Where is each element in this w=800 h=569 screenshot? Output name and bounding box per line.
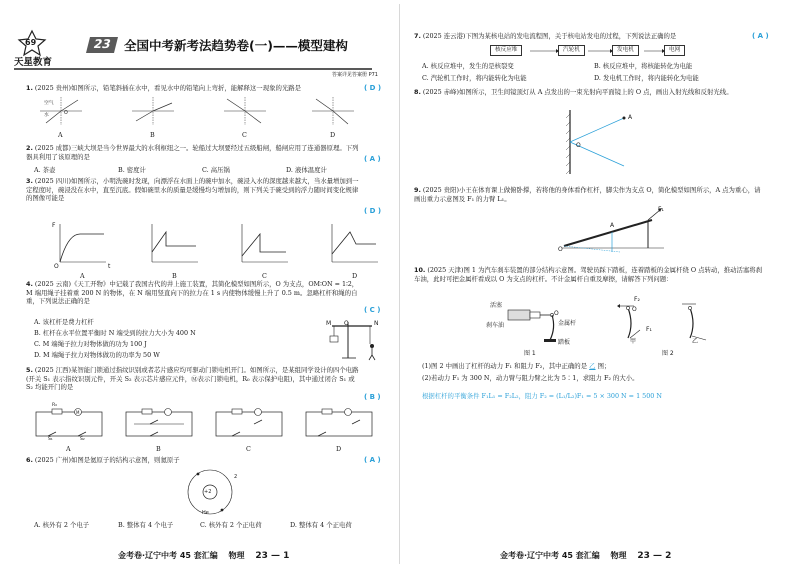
footer-book: 金考卷·辽宁中考 45 套汇编: [118, 551, 218, 561]
q3-option-b: B: [172, 272, 177, 280]
fig2-yi: [682, 304, 706, 340]
question-number: 7.: [414, 32, 421, 40]
question-5: [26, 366, 362, 392]
fig2-label-yi: 乙: [692, 338, 699, 345]
q5-label-s1: S₁: [48, 437, 53, 442]
fig2-label-f2: F₂: [634, 296, 640, 303]
q3-graph-c: [242, 224, 288, 262]
helium-atom-icon: [188, 468, 238, 518]
q5-option-a: A: [66, 445, 71, 453]
q7-option-b: B. 核反应堆中，将核能转化为电能: [594, 62, 693, 70]
test-number-badge: 23: [86, 37, 118, 53]
q4-label-o: O: [344, 320, 349, 327]
atom-shell-label: 2: [234, 474, 238, 480]
footer-book: 金考卷·辽宁中考 45 套汇编: [500, 551, 600, 561]
q5-option-d: D: [336, 445, 342, 453]
q1-option-c: C: [242, 131, 247, 139]
flow-arrows: [530, 48, 730, 54]
fig1-label-pedal: 踏板: [558, 339, 571, 346]
question-text: (2025 贵州)如图所示，铅笔斜插在水中，看见水中的铅笔向上弯折，能解释这一现象的光路是: [34, 84, 302, 92]
q10-sub1-suffix: 图；: [597, 362, 611, 370]
q7-option-d: D. 发电机工作时，将内能转化为电能: [594, 74, 699, 82]
q1-diagram-b: [132, 97, 174, 125]
q10-sub1: [422, 362, 762, 371]
answer-2: ( A ): [364, 155, 381, 163]
logo-text: 天星教育: [14, 57, 53, 68]
q7-option-c: C. 汽轮机工作时，将内能转化为电能: [422, 74, 527, 82]
q5-option-c: C: [246, 445, 251, 453]
flow-box-turbine: 汽轮机: [558, 45, 585, 56]
answer-5: ( B ): [364, 393, 381, 401]
answer-7: ( A ): [752, 32, 769, 40]
q3-graph-b: [152, 224, 198, 262]
q1-diagram-d: [312, 97, 354, 125]
footer-subject: 物理: [228, 551, 245, 561]
q8-label-o: O: [576, 142, 581, 149]
q4-option-c: C. M 端绳子拉力对物体做的功为 100 J: [34, 340, 147, 348]
question-number: 4.: [26, 280, 33, 288]
q9-label-a: A: [610, 222, 615, 229]
question-7: [414, 32, 750, 41]
q1-label-water: 水: [44, 113, 49, 118]
q2-option-c: C. 高压锅: [202, 166, 230, 174]
q2-option-b: B. 密度计: [118, 166, 146, 174]
q4-label-m: M: [326, 320, 332, 327]
question-number: 8.: [414, 88, 421, 96]
q5-circuit-c: [216, 409, 282, 437]
question-number: 10.: [414, 266, 426, 274]
question-2: [26, 144, 362, 161]
q6-option-d: D. 整体有 4 个正电荷: [290, 521, 352, 529]
q3-option-c: C: [262, 272, 267, 280]
question-9: [414, 186, 764, 203]
q3-option-a: A: [80, 272, 85, 280]
header-rule: [14, 68, 374, 72]
q1-option-a: A: [58, 131, 63, 139]
footer-subject: 物理: [610, 551, 627, 561]
answer-3: ( D ): [364, 207, 382, 215]
fig2-label-o: O: [632, 306, 637, 313]
q4-option-b: B. 杠杆在水平位置平衡时 N 端受到的拉力大小为 400 N: [34, 329, 196, 337]
q3-graph-d: [332, 224, 378, 262]
footer-page: 23 — 1: [255, 551, 290, 562]
q4-option-a: A. 该杠杆是费力杠杆: [34, 318, 94, 326]
footer-left: [118, 551, 289, 563]
fig1-label-rod: 金属杆: [558, 320, 577, 327]
question-text: (2025 贵阳)小王在体育课上做俯卧撑，若将他的身体看作杠杆，脚尖作为支点 O，简化模型如图所示，A 点为重心，请画出重力示意图及 F₁ 的力臂 L₁。: [414, 186, 761, 203]
question-number: 5.: [26, 366, 33, 374]
q3-graphs: [60, 222, 390, 268]
flow-box-grid: 电网: [664, 45, 685, 56]
question-text: (2025 赤峰)如图所示，卫生间镜顶灯从 A 点发出的一束光射向平面镜上的 O 点，画出入射光线和反射光线。: [422, 88, 733, 96]
q6-option-c: C. 核外有 2 个正电荷: [200, 521, 262, 529]
q4-label-n: N: [374, 320, 379, 327]
page-title: 全国中考新考法趋势卷(一)——模型建构: [124, 38, 348, 53]
answer-reference: 答案详见答案册 P71: [332, 72, 378, 78]
fig1-label-piston: 活塞: [490, 302, 503, 309]
q10-sub2: (2)若动力 F₁ 为 300 N，动力臂与阻力臂之比为 5∶1，求阻力 F₂ 的大小。: [422, 374, 639, 382]
q5-circuit-b: [126, 409, 192, 437]
fig2-label-jia: 甲: [630, 338, 637, 345]
question-4: [26, 280, 362, 306]
motor-icon: M: [76, 410, 80, 415]
q5-circuit-a: [36, 409, 102, 437]
question-text: (2025 云南)《天工开物》中记载了我国古代的井上施工装置，其简化模型如图所示，O 为支点，OM∶ON = 1∶2，M 端用绳子挂着重 200 N 的物体，在 N 端用竖直向下的拉力在 1 s 内使物体缓慢上升了 0.5 m。忽略杠杆和绳的自重，下列说法正确的是: [26, 280, 359, 306]
q3-axis-f: F: [52, 222, 56, 229]
q10-sub1-answer: 乙: [589, 362, 596, 370]
question-1: [26, 84, 358, 93]
flow-box-generator: 发电机: [612, 45, 639, 56]
q4-option-d: D. M 端绳子拉力对物体做功的功率为 50 W: [34, 351, 160, 359]
question-6: [26, 456, 362, 465]
q1-diagrams: [40, 97, 370, 127]
right-page: [400, 0, 800, 569]
question-number: 3.: [26, 177, 33, 185]
answer-4: ( C ): [364, 306, 381, 314]
fig2-caption: 图 2: [662, 350, 674, 357]
q9-label-f1: F₁: [658, 206, 664, 213]
q3-graph-a: [60, 224, 106, 262]
q5-circuits: [34, 408, 374, 444]
q1-option-b: B: [150, 131, 155, 139]
logo-badge: 69: [25, 38, 37, 47]
q1-diagram-c: [224, 97, 266, 125]
q3-axis-o: O: [54, 263, 59, 270]
q2-option-a: A. 茶壶: [34, 166, 56, 174]
q7-option-a: A. 核反应堆中，发生的是核裂变: [422, 62, 514, 70]
q2-option-d: D. 液体温度计: [286, 166, 327, 174]
question-text: (2025 江西)某智能门锁通过指纹识别或者芯片感应均可驱动门锁电机开门。如图所示，是某组同学设计的四个电路(开关 S₁ 表示指纹识别元件，开关 S₂ 表示芯片感应元件，Ⓜ表示门锁电机，R₀ 表示保护电阻)，其中通过闭合 S₁ 或 S₂ 均能开门的是: [26, 366, 359, 392]
q10-sub1-text: (1)图 2 中画出了杠杆的动力 F₁ 和阻力 F₂，其中正确的是: [422, 362, 588, 370]
fig1-caption: 图 1: [524, 350, 536, 357]
q1-label-air: 空气: [44, 101, 54, 106]
question-number: 2.: [26, 144, 33, 152]
question-text: (2025 天津)图 1 为汽车刹车装置的部分结构示意图。驾驶员踩下踏板，连着踏板的金属杆绕 O 点转动，推动活塞将刹车油，此时可把金属杆看成以 O 为支点的杠杆。不计金属杆自重及摩擦，请解答下列问题：: [414, 266, 763, 283]
q3-option-d: D: [352, 272, 358, 280]
question-8: [414, 88, 764, 97]
question-text: (2025 广州)如图是氦原子的结构示意图，则氦原子: [34, 456, 180, 464]
question-number: 9.: [414, 186, 421, 194]
flow-box-reactor: 核反应堆: [490, 45, 522, 56]
answer-1: ( D ): [364, 84, 382, 92]
atom-nucleus-label: +2: [204, 489, 212, 495]
question-text: (2025 成都)三峡大坝是当今世界最大的水利枢纽之一。轮船过大坝要经过五级船闸，船闸应用了连通器原理。下列器具利用了该原理的是: [26, 144, 359, 161]
fig2-label-f1: F₁: [646, 326, 652, 333]
q3-axis-t: t: [108, 263, 111, 270]
q5-option-b: B: [156, 445, 161, 453]
footer-page: 23 — 2: [637, 551, 672, 562]
q4-lever-diagram: [328, 318, 378, 364]
fig1-label-o: O: [554, 310, 559, 317]
q6-option-a: A. 核外有 2 个电子: [34, 521, 90, 529]
q5-label-r0: R₀: [52, 403, 58, 408]
q9-pushup-diagram: [560, 208, 670, 254]
question-number: 1.: [26, 84, 33, 92]
q5-label-s2: S₂: [80, 437, 85, 442]
footer-right: [500, 551, 671, 563]
question-3: [26, 177, 362, 203]
q6-option-b: B. 整体有 4 个电子: [118, 521, 174, 529]
q10-solution: 根据杠杆的平衡条件 F₁L₁ = F₂L₂，阻力 F₂ = (L₁/L₂)F₁ = 5 × 300 N = 1 500 N: [422, 392, 662, 400]
question-10: [414, 266, 764, 283]
fig1-label-oil: 刹车油: [486, 322, 505, 329]
question-text: (2025 连云港)下图为某核电站的发电流程图，关于核电站发电的过程，下列说法正确的是: [422, 32, 677, 40]
q8-label-a: A: [628, 114, 633, 121]
question-text: (2025 四川)如图所示，小明洗碗时发现，向漂浮在水面上的碗中加水，碗浸入水的深度越来越大，当水量增加到一定程度时，碗浸没在水中，直至沉底。假如碗里水的质量是缓慢均匀增加的，则下列关于碗受到的浮力随时间变化规律的图像可能是: [26, 177, 359, 203]
q1-option-d: D: [330, 131, 336, 139]
q9-label-o: O: [558, 246, 563, 253]
q1-label-origin: O: [64, 111, 68, 116]
question-number: 6.: [26, 456, 33, 464]
q5-circuit-d: [306, 409, 372, 437]
atom-name-label: He: [202, 510, 209, 516]
answer-6: ( A ): [364, 456, 381, 464]
